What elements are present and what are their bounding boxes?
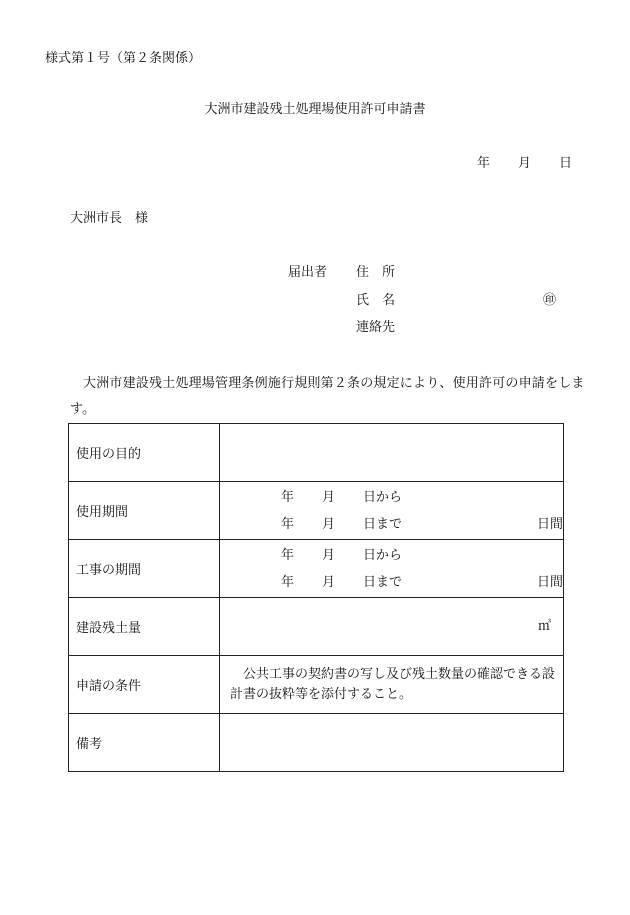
row-purpose — [69, 424, 564, 482]
conditions-label: 申請の条件 — [69, 656, 220, 714]
construction-period-value-cell[interactable] — [220, 540, 564, 598]
construction-to-month: 月 — [322, 575, 336, 590]
row-soil-amount — [69, 598, 564, 656]
applicant-contact-label: 連絡先 — [356, 320, 396, 335]
remarks-label: 備考 — [69, 714, 220, 772]
row-remarks — [69, 714, 564, 772]
date-month-label: 月 — [518, 156, 532, 171]
applicant-label: 届出者 — [288, 265, 328, 280]
construction-period-label: 工事の期間 — [69, 540, 220, 598]
row-construction-period — [69, 540, 564, 598]
usage-period-value-cell[interactable] — [220, 482, 564, 540]
row-conditions — [69, 656, 564, 714]
soil-amount-value-cell[interactable] — [220, 598, 564, 656]
usage-to-year: 年 — [281, 517, 295, 532]
soil-amount-label: 建設残土量 — [69, 598, 220, 656]
remarks-value-cell[interactable] — [220, 714, 564, 772]
purpose-value-cell[interactable] — [220, 424, 564, 482]
usage-from-month: 月 — [322, 490, 336, 505]
construction-to-year: 年 — [281, 575, 295, 590]
applicant-name-label: 氏 名 — [356, 293, 396, 308]
usage-from-year: 年 — [281, 490, 295, 505]
form-number: 様式第１号（第２条関係） — [45, 51, 202, 66]
purpose-label: 使用の目的 — [69, 424, 220, 482]
date-day-label: 日 — [559, 156, 573, 171]
row-usage-period — [69, 482, 564, 540]
cubic-meter-unit: ㎥ — [538, 619, 552, 634]
construction-from-year: 年 — [281, 548, 295, 563]
construction-from-day: 日から — [363, 548, 403, 563]
usage-from-day: 日から — [363, 490, 403, 505]
document-title: 大洲市建設残土処理場使用許可申請書 — [204, 102, 426, 117]
construction-to-day: 日まで — [363, 575, 403, 590]
addressee: 大洲市長 様 — [70, 211, 149, 226]
construction-days: 日間 — [537, 575, 564, 590]
seal-mark: ㊞ — [543, 293, 557, 308]
usage-to-month: 月 — [322, 517, 336, 532]
applicant-address-label: 住 所 — [356, 265, 396, 280]
application-form-table — [68, 423, 564, 772]
usage-to-day: 日まで — [363, 517, 403, 532]
usage-period-label: 使用期間 — [69, 482, 220, 540]
date-year-label: 年 — [477, 156, 491, 171]
construction-from-month: 月 — [322, 548, 336, 563]
application-statement: 大洲市建設残土処理場管理条例施行規則第２条の規定により、使用許可の申請をします。 — [70, 376, 585, 417]
usage-days: 日間 — [537, 517, 564, 532]
conditions-text: 公共工事の契約書の写し及び残土数量の確認できる設計書の抜粋等を添付すること。 — [220, 656, 564, 714]
